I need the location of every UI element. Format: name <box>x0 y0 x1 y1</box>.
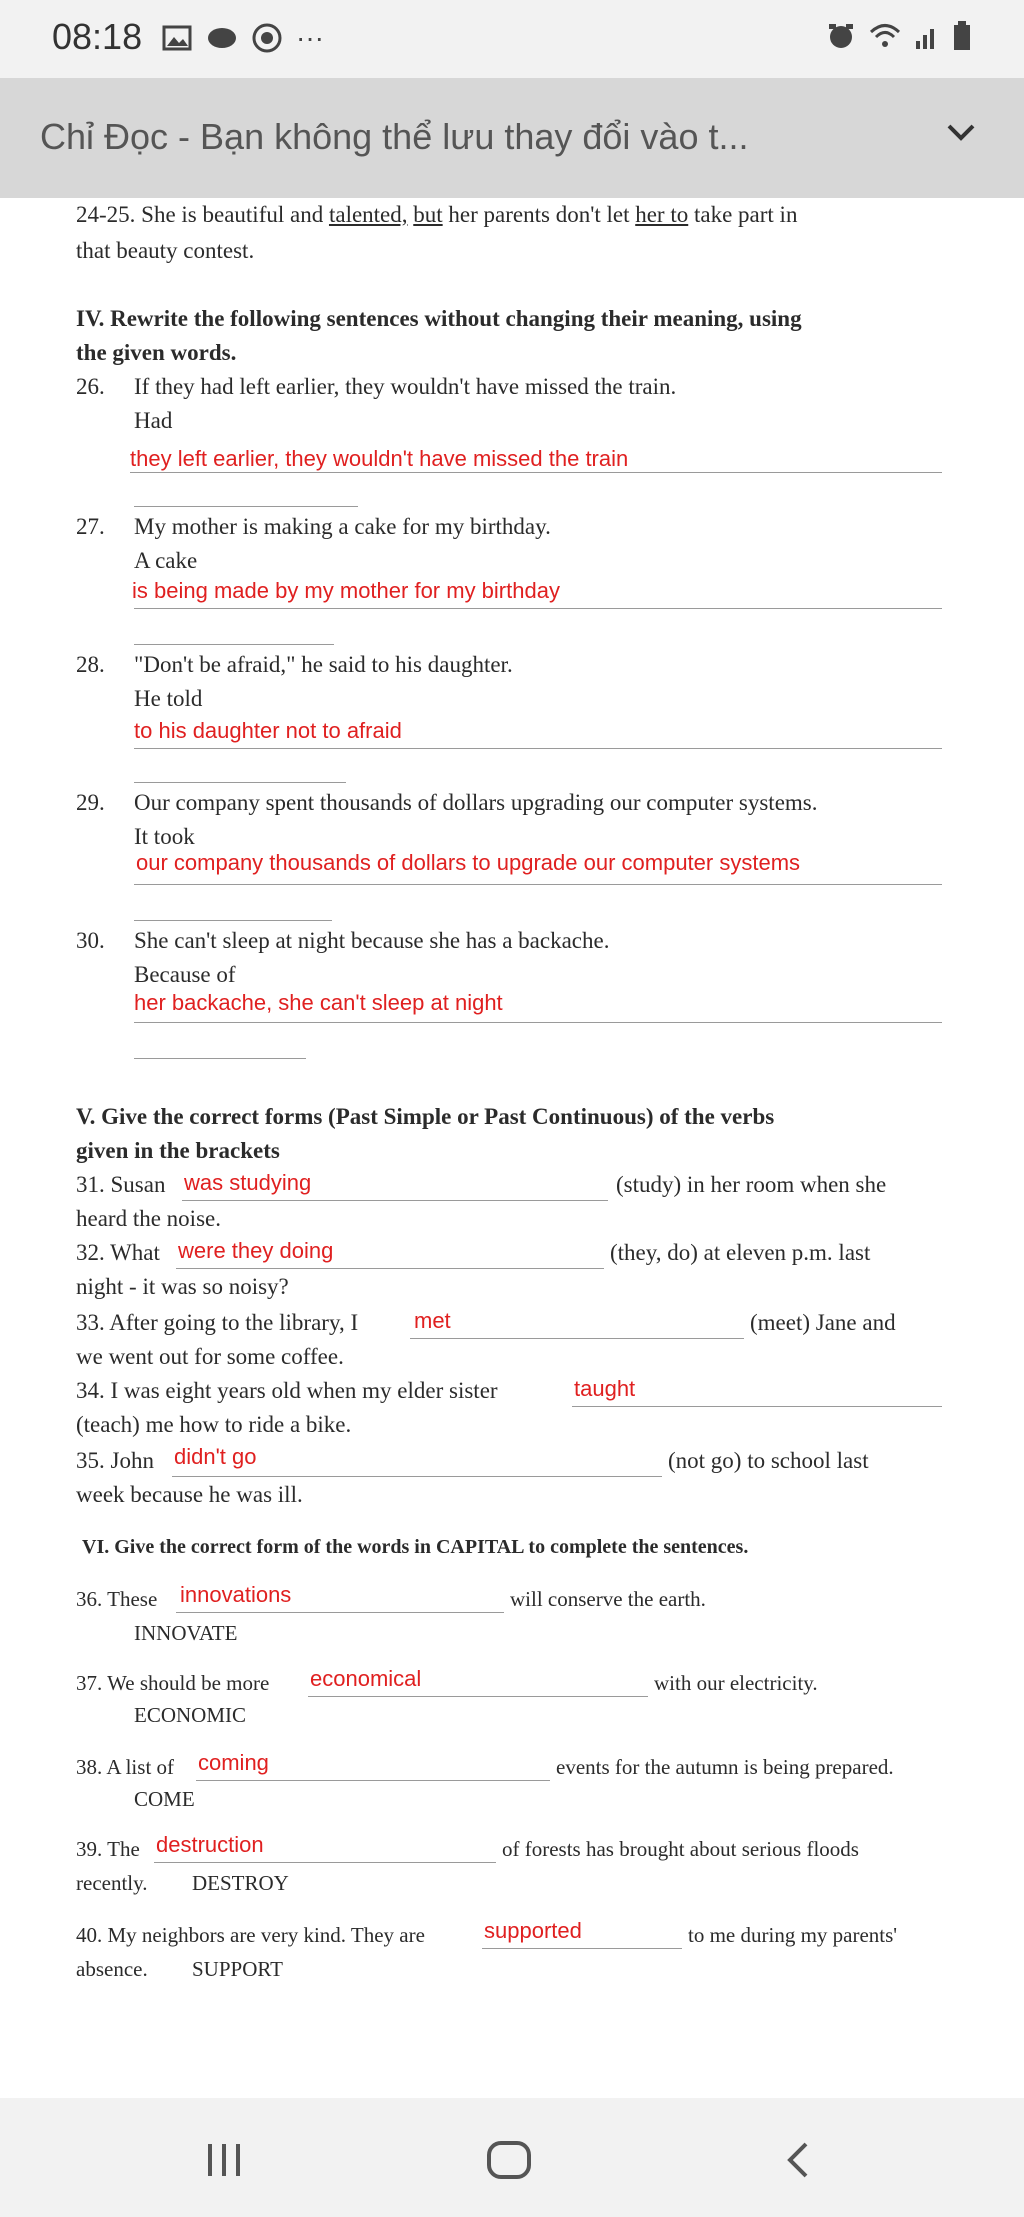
q35-suffix: (not go) to school last <box>668 1448 869 1473</box>
q29-text: Our company spent thousands of dollars upgrading our computer systems. <box>134 790 818 815</box>
q27-hint: A cake <box>134 548 198 573</box>
q30-text: She can't sleep at night because she has a backache. <box>134 928 610 953</box>
q38-prefix: 38. A list of <box>76 1755 175 1779</box>
answer-line <box>134 920 332 921</box>
notification-icons <box>162 22 324 54</box>
q24-25-line1 <box>76 198 797 232</box>
answer-line <box>196 1780 550 1781</box>
q40-suffix: to me during my parents' <box>688 1923 898 1947</box>
answer-line <box>134 748 942 749</box>
answer-line <box>134 884 942 885</box>
section-vi-heading: VI. Give the correct form of the words in CAPITAL to complete the sentences. <box>82 1536 749 1558</box>
q31-prefix: 31. Susan <box>76 1172 166 1197</box>
read-only-banner[interactable] <box>0 78 1024 198</box>
answer-line <box>134 608 942 609</box>
q39-suffix: of forests has brought about serious floods <box>502 1837 859 1861</box>
home-icon[interactable] <box>486 2140 532 2180</box>
q31-line2: heard the noise. <box>76 1206 221 1231</box>
battery-icon <box>952 20 972 52</box>
q28-answer: to his daughter not to afraid <box>134 718 402 743</box>
answer-line <box>482 1948 682 1949</box>
messenger-icon <box>206 25 238 51</box>
answer-line <box>172 1476 662 1477</box>
answer-line <box>308 1696 648 1697</box>
q40-prefix: 40. My neighbors are very kind. They are <box>76 1923 425 1947</box>
q35-line2: week because he was ill. <box>76 1482 303 1507</box>
section-iv-heading-2: the given words. <box>76 340 237 365</box>
alarm-icon <box>826 21 856 51</box>
answer-line <box>154 1862 496 1863</box>
q28-number: 28. <box>76 652 105 677</box>
q29-hint: It took <box>134 824 195 849</box>
answer-line <box>134 1022 942 1023</box>
underlined-text: talented, <box>328 202 408 227</box>
q31-answer: was studying <box>184 1170 312 1195</box>
section-v-heading-2: given in the brackets <box>76 1138 280 1163</box>
q32-suffix: (they, do) at eleven p.m. last <box>610 1240 871 1265</box>
text: 24-25. She is beautiful and <box>76 202 329 227</box>
q37-answer: economical <box>310 1666 422 1691</box>
q32-line2: night - it was so noisy? <box>76 1274 289 1299</box>
chrome-icon <box>252 23 282 53</box>
answer-line <box>176 1268 604 1269</box>
answer-line <box>134 1058 306 1059</box>
q26-number: 26. <box>76 374 105 399</box>
q37-prefix: 37. We should be more <box>76 1671 270 1695</box>
q34-prefix: 34. I was eight years old when my elder sister <box>76 1378 498 1403</box>
wifi-icon <box>868 21 902 51</box>
underlined-text: her to <box>635 202 689 227</box>
q40-line2: absence. <box>76 1957 148 1981</box>
section-iv-heading: IV. Rewrite the following sentences without changing their meaning, using <box>76 306 802 331</box>
answer-line <box>182 1200 608 1201</box>
recent-apps-icon[interactable] <box>204 2142 244 2178</box>
signal-icon <box>914 21 940 51</box>
q35-answer: didn't go <box>174 1444 257 1469</box>
answer-line <box>134 644 334 645</box>
q30-hint: Because of <box>134 962 236 987</box>
back-icon[interactable] <box>782 2140 812 2180</box>
q36-word: INNOVATE <box>134 1621 238 1645</box>
q33-prefix: 33. After going to the library, I <box>76 1310 359 1335</box>
q39-word: DESTROY <box>192 1871 289 1895</box>
q33-suffix: (meet) Jane and <box>750 1310 896 1335</box>
document-page <box>0 198 1024 2098</box>
answer-line <box>134 506 358 507</box>
text: her parents don't let <box>442 202 636 227</box>
q39-prefix: 39. The <box>76 1837 140 1861</box>
answer-line <box>410 1338 744 1339</box>
navigation-bar <box>0 2098 1024 2217</box>
gallery-icon <box>162 25 192 51</box>
q39-answer: destruction <box>156 1832 264 1857</box>
q37-word: ECONOMIC <box>134 1703 247 1727</box>
answer-line <box>134 782 346 783</box>
q38-answer: coming <box>198 1750 269 1775</box>
text: take part in <box>688 202 798 227</box>
q39-line2: recently. <box>76 1871 148 1895</box>
more-notifications-icon: ··· <box>296 22 324 53</box>
status-time: 08:18 <box>52 16 143 57</box>
chevron-down-icon[interactable] <box>944 120 978 144</box>
q33-answer: met <box>414 1308 451 1333</box>
q28-text: "Don't be afraid," he said to his daughter. <box>134 652 513 677</box>
q32-answer: were they doing <box>178 1238 334 1263</box>
q34-line2: (teach) me how to ride a bike. <box>76 1412 352 1437</box>
q26-answer: they left earlier, they wouldn't have missed the train <box>130 446 629 471</box>
q26-text: If they had left earlier, they wouldn't have missed the train. <box>134 374 677 399</box>
q36-suffix: will conserve the earth. <box>510 1587 706 1611</box>
answer-line <box>572 1406 942 1407</box>
q24-25-line2: that beauty contest. <box>76 238 255 263</box>
q37-suffix: with our electricity. <box>654 1671 818 1695</box>
q27-number: 27. <box>76 514 105 539</box>
q29-number: 29. <box>76 790 105 815</box>
q40-answer: supported <box>484 1918 582 1943</box>
q33-line2: we went out for some coffee. <box>76 1344 344 1369</box>
q28-hint: He told <box>134 686 203 711</box>
answer-line <box>176 1612 504 1613</box>
answer-line <box>130 472 942 473</box>
q26-hint: Had <box>134 408 173 433</box>
q29-answer: our company thousands of dollars to upgrade our computer systems <box>136 850 801 875</box>
system-icons <box>826 20 972 52</box>
q36-answer: innovations <box>180 1582 292 1607</box>
q38-suffix: events for the autumn is being prepared. <box>556 1755 894 1779</box>
read-only-title: Chỉ Đọc - Bạn không thể lưu thay đổi vào t... <box>40 116 749 157</box>
q38-word: COME <box>134 1787 195 1811</box>
q35-prefix: 35. John <box>76 1448 154 1473</box>
q40-word: SUPPORT <box>192 1957 283 1981</box>
q31-suffix: (study) in her room when she <box>616 1172 887 1197</box>
q36-prefix: 36. These <box>76 1587 158 1611</box>
q30-answer: her backache, she can't sleep at night <box>134 990 503 1015</box>
q27-text: My mother is making a cake for my birthday. <box>134 514 551 539</box>
status-bar <box>0 0 1024 78</box>
q34-answer: taught <box>574 1376 636 1401</box>
underlined-text: but <box>413 202 443 227</box>
section-v-heading: V. Give the correct forms (Past Simple or Past Continuous) of the verbs <box>76 1104 775 1129</box>
q27-answer: is being made by my mother for my birthday <box>132 578 560 603</box>
q30-number: 30. <box>76 928 105 953</box>
q32-prefix: 32. What <box>76 1240 160 1265</box>
